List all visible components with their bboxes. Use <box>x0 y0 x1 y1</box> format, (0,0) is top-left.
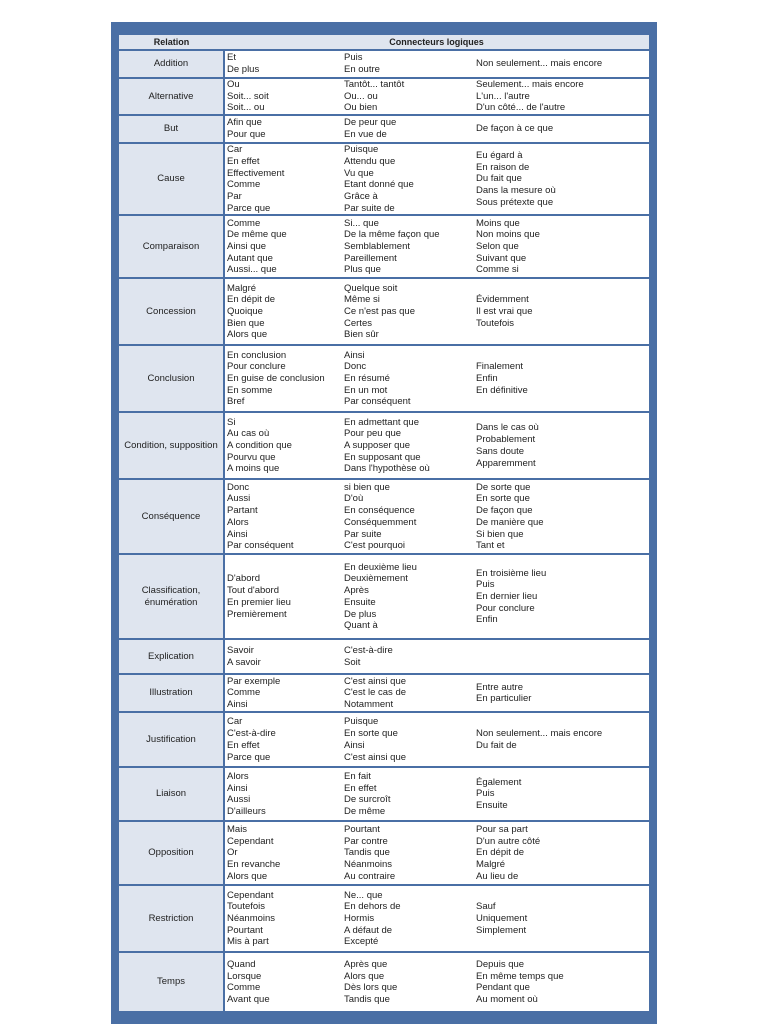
connecteur-item: Pendant que <box>476 982 530 994</box>
connecteur-item: Et <box>227 52 236 64</box>
connecteur-item: C'est ainsi que <box>344 675 407 687</box>
connecteur-item: Non seulement... mais encore <box>476 728 603 740</box>
connecteur-item: Alors que <box>227 870 268 882</box>
connecteur-item: Deuxièmement <box>344 573 408 585</box>
connecteur-item: Mis à part <box>227 936 269 948</box>
connecteur-item: En conclusion <box>227 349 287 361</box>
connecteurs-cell <box>341 278 472 345</box>
header-row <box>119 35 649 50</box>
connecteur-item: De même que <box>227 229 287 241</box>
connecteur-item: Pour sa part <box>476 824 528 836</box>
relation-label: Restriction <box>119 885 224 952</box>
connecteurs-cell <box>341 952 472 1012</box>
connecteurs-cell <box>472 767 649 821</box>
connecteur-item: Il est vrai que <box>476 305 533 317</box>
connecteur-item: Bien que <box>227 317 265 329</box>
connecteurs-cell <box>224 412 341 479</box>
table-frame <box>111 22 657 1024</box>
relation-label: Liaison <box>119 767 224 821</box>
connecteurs-cell <box>472 345 649 412</box>
connecteurs-cell <box>472 115 649 143</box>
connecteur-item: Toutefois <box>227 901 266 913</box>
connecteur-item: Enfin <box>476 614 498 626</box>
connecteur-item: Parce que <box>227 202 271 214</box>
connecteur-item: Pour peu que <box>344 428 402 440</box>
connecteur-item: Puisque <box>344 716 379 728</box>
connecteur-item: Finalement <box>476 361 523 373</box>
connecteurs-cell <box>472 674 649 712</box>
connecteur-item: Depuis que <box>476 958 525 970</box>
connecteur-item: Etant donné que <box>344 179 414 191</box>
relation-label: Conséquence <box>119 479 224 554</box>
relation-label: Explication <box>119 639 224 674</box>
connecteur-item: Ou bien <box>344 102 378 114</box>
connecteur-item: D'un autre côté <box>476 835 541 847</box>
connecteur-item: Tant et <box>476 540 505 552</box>
connecteur-item: Par contre <box>344 835 388 847</box>
connecteurs-cell <box>472 278 649 345</box>
connecteur-item: Puis <box>344 52 363 64</box>
connecteur-item: Ainsi <box>227 699 248 711</box>
header-relation: Relation <box>119 35 224 50</box>
connecteur-item: Comme <box>227 179 261 191</box>
connecteurs-cell <box>341 143 472 215</box>
connecteur-item: C'est-à-dire <box>344 645 393 657</box>
connecteurs-cell <box>472 554 649 639</box>
connecteur-item: Par suite <box>344 528 382 540</box>
connecteur-item: Car <box>227 716 243 728</box>
table-row <box>119 412 649 479</box>
connecteur-item: Du fait que <box>476 173 522 185</box>
connecteur-item: Quoique <box>227 305 263 317</box>
connecteur-item: Alors <box>227 770 249 782</box>
connecteurs-cell <box>341 345 472 412</box>
connecteurs-cell <box>224 674 341 712</box>
connecteur-item: Ensuite <box>344 596 376 608</box>
relation-label: Cause <box>119 143 224 215</box>
connecteurs-cell <box>224 278 341 345</box>
connecteur-item: Quelque soit <box>344 282 398 294</box>
connecteur-item: Autant que <box>227 252 273 264</box>
relation-label: Alternative <box>119 78 224 115</box>
connecteur-item: Dans l'hypothèse où <box>344 463 430 475</box>
table-body <box>119 50 649 1012</box>
connecteur-item: Alors que <box>344 970 385 982</box>
connecteur-item: Quand <box>227 958 256 970</box>
table-row <box>119 143 649 215</box>
table-row <box>119 345 649 412</box>
connecteur-item: si bien que <box>344 481 390 493</box>
connecteurs-cell <box>472 712 649 767</box>
connecteur-item: En résumé <box>344 372 390 384</box>
connecteur-item: Donc <box>227 481 250 493</box>
connecteurs-cell <box>472 215 649 278</box>
connecteurs-cell <box>224 78 341 115</box>
connecteur-item: Premièrement <box>227 608 287 620</box>
connecteur-item: Dès lors que <box>344 982 398 994</box>
connecteur-item: Puis <box>476 579 495 591</box>
relation-label: Classification, énumération <box>119 554 224 639</box>
connecteur-item: Excepté <box>344 936 379 948</box>
connecteurs-cell <box>472 479 649 554</box>
connecteurs-cell <box>341 479 472 554</box>
connecteur-item: De sorte que <box>476 481 531 493</box>
connecteurs-cell <box>341 639 472 674</box>
connecteur-item: Cependant <box>227 889 274 901</box>
connecteur-item: De surcroît <box>344 794 391 806</box>
connecteurs-cell <box>341 412 472 479</box>
relation-label: Temps <box>119 952 224 1012</box>
connecteur-item: De manière que <box>476 516 544 528</box>
connecteurs-cell <box>224 50 341 78</box>
table-row <box>119 215 649 278</box>
connecteur-item: D'un côté... de l'autre <box>476 102 566 114</box>
connecteur-item: Vu que <box>344 167 374 179</box>
connecteur-item: En somme <box>227 384 273 396</box>
connecteur-item: Par <box>227 190 242 202</box>
connecteur-item: De même <box>344 806 386 818</box>
connecteur-item: Apparemment <box>476 457 536 469</box>
connecteur-item: Savoir <box>227 645 254 657</box>
connecteurs-cell <box>341 712 472 767</box>
connecteur-item: Néanmoins <box>344 859 393 871</box>
connecteur-item: Puisque <box>344 144 379 156</box>
connecteur-item: En supposant que <box>344 451 421 463</box>
connecteur-item: Ne... que <box>344 889 383 901</box>
connecteur-item: Alors que <box>227 329 268 341</box>
connecteurs-cell <box>224 115 341 143</box>
connecteur-item: De peur que <box>344 117 397 129</box>
connecteur-item: Néanmoins <box>227 912 276 924</box>
connecteur-item: Au moment où <box>476 994 538 1006</box>
connecteur-item: Pareillement <box>344 252 397 264</box>
relation-label: Illustration <box>119 674 224 712</box>
connecteur-item: En admettant que <box>344 416 419 428</box>
table-row <box>119 952 649 1012</box>
connecteur-item: C'est-à-dire <box>227 728 276 740</box>
connecteur-item: D'ailleurs <box>227 806 266 818</box>
connecteur-item: En vue de <box>344 129 387 141</box>
connecteur-item: Ainsi <box>344 349 365 361</box>
connecteur-item: En outre <box>344 64 380 75</box>
connecteur-item: Car <box>227 144 243 156</box>
connecteur-item: Tout d'abord <box>227 585 279 597</box>
connecteur-item: En dépit de <box>227 294 276 306</box>
connecteur-item: Sans doute <box>476 445 525 457</box>
connecteur-item: Suivant que <box>476 252 527 264</box>
connecteurs-cell <box>341 767 472 821</box>
connecteur-item: En définitive <box>476 384 528 396</box>
connecteur-item: Pourtant <box>227 924 263 936</box>
connecteur-item: Sous prétexte que <box>476 196 554 208</box>
connecteur-item: Tantôt... tantôt <box>344 79 405 90</box>
connecteur-item: L'un... l'autre <box>476 90 530 102</box>
connecteur-item: Aussi... que <box>227 264 277 276</box>
connecteur-item: Pour conclure <box>227 361 286 373</box>
connecteur-item: Pourvu que <box>227 451 276 463</box>
connecteur-item: Si... que <box>344 217 379 229</box>
relation-label: Addition <box>119 50 224 78</box>
connecteur-item: Plus que <box>344 264 381 276</box>
connecteur-item: C'est pourquoi <box>344 540 405 552</box>
connecteur-item: En dépit de <box>476 847 525 859</box>
table-row <box>119 50 649 78</box>
connecteurs-cell <box>341 821 472 885</box>
connecteur-item: Toutefois <box>476 317 515 329</box>
connecteur-item: Non seulement... mais encore <box>476 58 603 70</box>
connecteurs-cell <box>224 143 341 215</box>
connecteur-item: Ou... ou <box>344 90 378 102</box>
connecteur-item: Du fait de <box>476 739 517 751</box>
connecteurs-cell <box>224 215 341 278</box>
table-row <box>119 278 649 345</box>
connecteurs-cell <box>472 952 649 1012</box>
connecteur-item: Pourtant <box>344 824 380 836</box>
table-row <box>119 115 649 143</box>
connecteur-item: Après <box>344 585 369 597</box>
connecteur-item: Ainsi <box>227 528 248 540</box>
connecteur-item: En effet <box>227 155 260 167</box>
table-row <box>119 767 649 821</box>
connecteur-item: Moins que <box>476 217 520 229</box>
connecteur-item: Semblablement <box>344 240 411 252</box>
header-connecteurs: Connecteurs logiques <box>224 35 649 50</box>
connecteur-item: Ou <box>227 79 240 90</box>
connecteur-item: En revanche <box>227 859 281 871</box>
connecteur-item: Par suite de <box>344 202 395 214</box>
connecteur-item: Dans la mesure où <box>476 185 556 197</box>
connecteurs-cell <box>472 412 649 479</box>
connecteur-item: Ce n'est pas que <box>344 305 415 317</box>
connecteurs-cell <box>224 767 341 821</box>
relation-label: But <box>119 115 224 143</box>
connecteur-item: Ensuite <box>476 800 508 812</box>
connecteur-item: Afin que <box>227 117 262 129</box>
connecteur-item: En sorte que <box>344 728 398 740</box>
connecteur-item: Soit... ou <box>227 102 265 114</box>
connecteur-item: Notamment <box>344 699 394 711</box>
relation-label: Opposition <box>119 821 224 885</box>
connecteur-item: Selon que <box>476 240 519 252</box>
connecteurs-cell <box>472 143 649 215</box>
connecteur-item: C'est le cas de <box>344 687 407 699</box>
relation-label: Conclusion <box>119 345 224 412</box>
connecteur-item: En guise de conclusion <box>227 372 325 384</box>
connecteur-item: Comme <box>227 982 261 994</box>
table-row <box>119 78 649 115</box>
connecteur-item: Effectivement <box>227 167 285 179</box>
table-row <box>119 554 649 639</box>
connecteurs-cell <box>224 712 341 767</box>
connecteur-item: A condition que <box>227 439 292 451</box>
connecteur-item: Partant <box>227 505 258 517</box>
connecteur-item: Aussi <box>227 794 251 806</box>
connecteur-item: En particulier <box>476 693 532 705</box>
connecteurs-cell <box>224 345 341 412</box>
connecteur-item: A défaut de <box>344 924 393 936</box>
connecteur-item: En un mot <box>344 384 388 396</box>
connecteurs-cell <box>341 554 472 639</box>
connecteur-item: Par exemple <box>227 675 281 687</box>
connecteur-item: Tandis que <box>344 847 390 859</box>
connecteurs-cell <box>341 885 472 952</box>
connecteurs-cell <box>472 50 649 78</box>
connecteurs-cell <box>224 821 341 885</box>
table-row <box>119 885 649 952</box>
connecteur-item: Même si <box>344 294 380 306</box>
connecteurs-cell <box>341 674 472 712</box>
table-row <box>119 639 649 674</box>
connecteur-item: Aussi <box>227 493 251 505</box>
connecteur-item: Sauf <box>476 901 496 913</box>
connecteur-item: De plus <box>227 64 260 75</box>
connecteur-item: Évidemment <box>476 294 529 306</box>
connecteur-item: Parce que <box>227 751 271 763</box>
connecteur-item: En raison de <box>476 161 530 173</box>
connecteur-item: Cependant <box>227 835 274 847</box>
connecteur-item: Eu égard à <box>476 149 523 161</box>
connecteur-item: Uniquement <box>476 912 528 924</box>
connecteur-item: Par conséquent <box>344 396 411 408</box>
connecteurs-cell <box>224 885 341 952</box>
connecteur-item: En dehors de <box>344 901 401 913</box>
connecteur-item: Pour que <box>227 129 266 141</box>
connecteur-item: De façon à ce que <box>476 123 554 135</box>
connecteur-item: Certes <box>344 317 372 329</box>
connecteur-item: Bien sûr <box>344 329 379 341</box>
table-row <box>119 674 649 712</box>
connecteur-item: A supposer que <box>344 439 411 451</box>
connecteur-item: Également <box>476 776 522 788</box>
connecteurs-cell <box>224 952 341 1012</box>
connecteur-item: D'abord <box>227 573 260 585</box>
connecteurs-cell <box>341 115 472 143</box>
connecteurs-cell <box>341 78 472 115</box>
connecteur-item: Après que <box>344 958 388 970</box>
connecteur-item: Seulement... mais encore <box>476 79 584 90</box>
connecteur-item: A savoir <box>227 656 261 668</box>
connecteurs-cell <box>341 215 472 278</box>
connecteur-item: Hormis <box>344 912 375 924</box>
table-row <box>119 821 649 885</box>
connecteur-item: En effet <box>344 782 377 794</box>
connecteurs-cell <box>472 885 649 952</box>
relation-label: Concession <box>119 278 224 345</box>
connecteur-item: Avant que <box>227 994 270 1006</box>
connecteur-item: Alors <box>227 516 249 528</box>
connecteur-item: Malgré <box>476 859 506 871</box>
connecteur-item: Probablement <box>476 434 536 446</box>
connecteurs-cell <box>341 50 472 78</box>
connecteur-item: De la même façon que <box>344 229 440 241</box>
connecteur-item: De plus <box>344 608 377 620</box>
connecteur-item: Comme si <box>476 264 519 276</box>
connecteur-item: Or <box>227 847 238 859</box>
connecteurs-cell <box>472 639 649 674</box>
connecteur-item: Soit... soit <box>227 90 269 102</box>
connecteur-item: Enfin <box>476 372 498 384</box>
connecteur-item: A moins que <box>227 463 280 475</box>
connecteur-item: En même temps que <box>476 970 564 982</box>
connecteur-item: En sorte que <box>476 493 530 505</box>
connecteur-item: Dans le cas où <box>476 422 539 434</box>
connecteurs-cell <box>224 554 341 639</box>
connecteur-item: Si <box>227 416 236 428</box>
connecteur-item: Au lieu de <box>476 870 519 882</box>
connecteur-item: Si bien que <box>476 528 524 540</box>
connecteur-item: Entre autre <box>476 681 523 693</box>
connecteur-item: Ainsi <box>227 782 248 794</box>
connecteur-item: C'est ainsi que <box>344 751 407 763</box>
connecteur-item: Au contraire <box>344 870 396 882</box>
connecteur-item: En troisième lieu <box>476 567 547 579</box>
connecteur-item: Pour conclure <box>476 602 535 614</box>
relation-label: Justification <box>119 712 224 767</box>
connecteur-item: En premier lieu <box>227 596 291 608</box>
connecteur-item: Ainsi que <box>227 240 267 252</box>
connecteur-item: Donc <box>344 361 367 373</box>
connecteur-item: Attendu que <box>344 155 396 167</box>
connecteur-item: En effet <box>227 739 260 751</box>
connecteur-item: Ainsi <box>344 739 365 751</box>
connecteur-item: Non moins que <box>476 229 540 241</box>
connecteur-item: Lorsque <box>227 970 262 982</box>
connecteur-item: Comme <box>227 687 261 699</box>
relation-label: Comparaison <box>119 215 224 278</box>
connecteur-item: En deuxième lieu <box>344 561 417 573</box>
connecteur-item: Bref <box>227 396 245 408</box>
connecteur-item: En dernier lieu <box>476 590 538 602</box>
connecteur-item: Puis <box>476 788 495 800</box>
table-row <box>119 479 649 554</box>
connecteur-item: En fait <box>344 770 371 782</box>
connecteurs-cell <box>472 78 649 115</box>
connecteurs-cell <box>472 821 649 885</box>
connecteur-item: De façon que <box>476 505 533 517</box>
connecteur-item: Simplement <box>476 924 527 936</box>
connecteur-item: Quant à <box>344 620 378 632</box>
connecteur-item: Par conséquent <box>227 540 294 552</box>
connecteur-item: Soit <box>344 656 361 668</box>
connecteur-item: Grâce à <box>344 190 378 202</box>
connecteur-item: En conséquence <box>344 505 415 517</box>
connecteurs-cell <box>224 479 341 554</box>
connecteur-item: Mais <box>227 824 248 836</box>
connecteur-item: Conséquemment <box>344 516 417 528</box>
connecteurs-cell <box>224 639 341 674</box>
connecteur-item: Malgré <box>227 282 257 294</box>
connecteur-item: Comme <box>227 217 261 229</box>
connecteur-item: Tandis que <box>344 994 390 1006</box>
connecteur-item: D'où <box>344 493 364 505</box>
table-row <box>119 712 649 767</box>
connecteurs-table <box>119 35 649 1013</box>
relation-label: Condition, supposition <box>119 412 224 479</box>
connecteur-item: Au cas où <box>227 428 270 440</box>
